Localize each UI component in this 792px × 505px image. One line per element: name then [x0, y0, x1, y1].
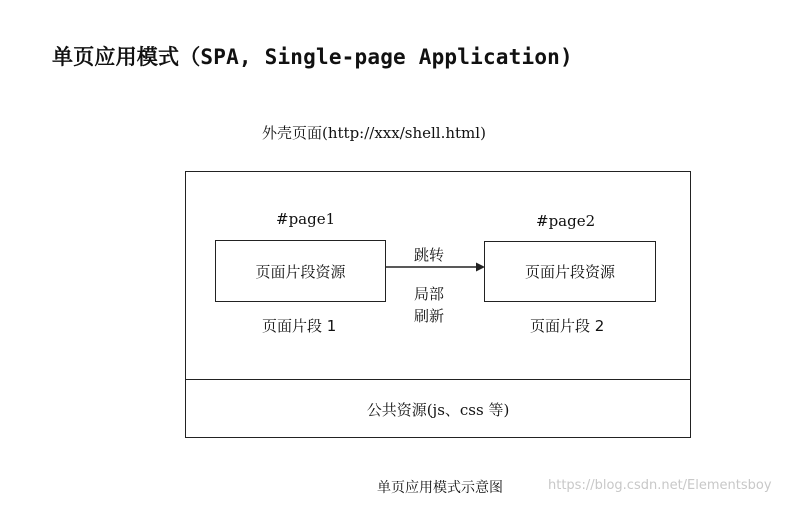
public-resources [185, 380, 691, 438]
jump-label: 跳转 [414, 246, 445, 264]
watermark-url: https://blog.csdn.net/Elementsboy [548, 478, 772, 493]
page1-fragment-box [215, 240, 386, 302]
page2-caption: 页面片段 2 [530, 317, 605, 335]
public-resources-label: 公共资源(js、css 等) [366, 400, 510, 419]
page2-id: #page2 [536, 212, 596, 230]
page1-id: #page1 [276, 210, 336, 228]
page2-fragment-label: 页面片段资源 [524, 263, 615, 281]
figure-caption: 单页应用模式示意图 [377, 480, 503, 496]
diagram-title: 单页应用模式（SPA, Single-page Application) [52, 45, 573, 69]
page1-fragment-label: 页面片段资源 [255, 262, 346, 281]
jump-arrow [385, 262, 485, 272]
page2-fragment-box [484, 241, 656, 302]
shell-page-label: 外壳页面(http://xxx/shell.html) [262, 124, 486, 142]
page1-caption: 页面片段 1 [262, 317, 337, 335]
partial-refresh-label: 局部刷新 [414, 285, 445, 325]
